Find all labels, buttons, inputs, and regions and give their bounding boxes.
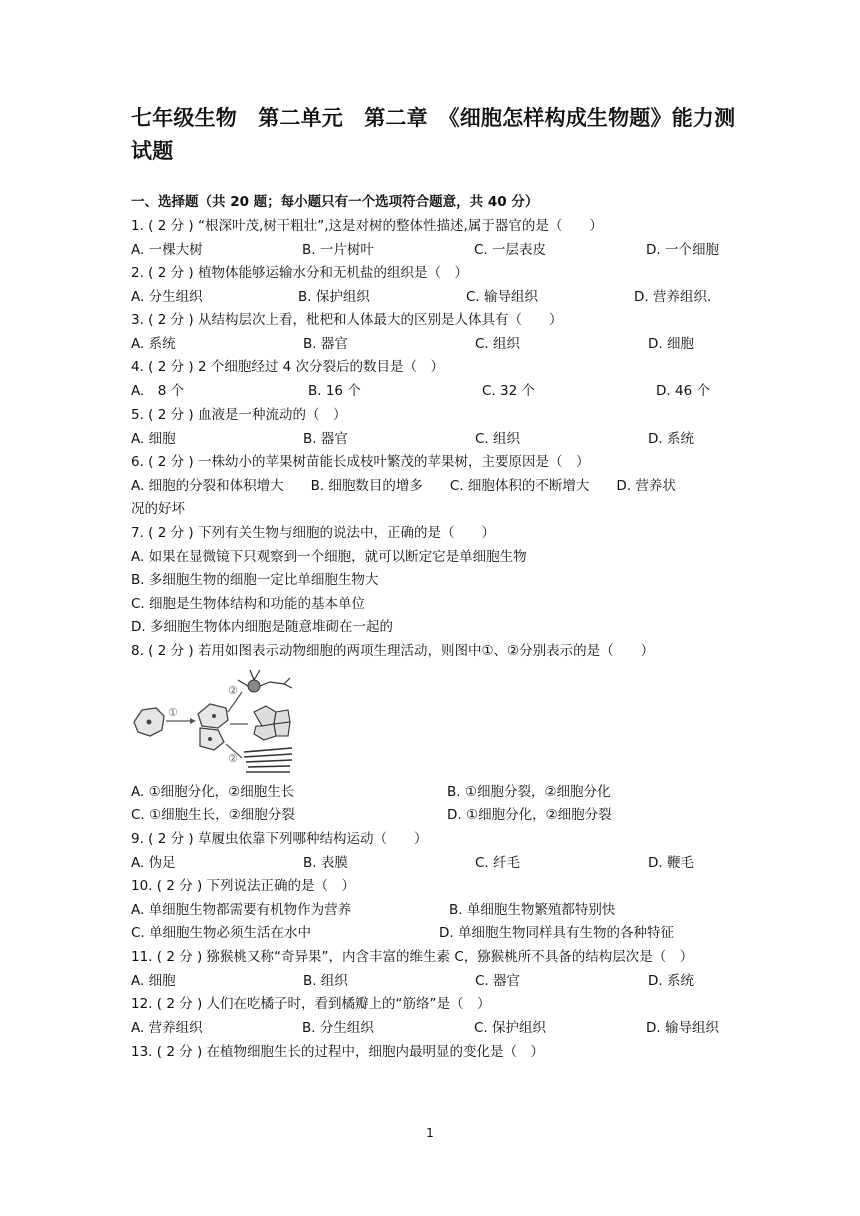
q4-option-c: C. 32 个 bbox=[482, 383, 535, 399]
q6-options-continued: 况的好坏 bbox=[131, 501, 185, 517]
q5-option-a: A. 细胞 bbox=[131, 431, 176, 447]
q9-option-c: C. 纤毛 bbox=[475, 855, 521, 871]
q5-option-d: D. 系统 bbox=[648, 431, 694, 447]
page-number: 1 bbox=[426, 1126, 434, 1140]
q8-option-d: D. ①细胞分化，②细胞分裂 bbox=[447, 807, 612, 823]
q8-option-c: C. ①细胞生长，②细胞分裂 bbox=[131, 807, 295, 823]
q4-option-a: A. 8 个 bbox=[131, 383, 185, 399]
figure-label-1: ① bbox=[168, 706, 178, 719]
q1-option-a: A. 一棵大树 bbox=[131, 242, 203, 258]
cell-activity-figure bbox=[130, 664, 295, 776]
question-11-stem: 11. ( 2 分 ) 猕猴桃又称“奇异果”，内含丰富的维生素 C，猕猴桃所不具备的结构层次是（ ） bbox=[131, 949, 694, 965]
question-8-stem: 8. ( 2 分 ) 若用如图表示动物细胞的两项生理活动，则图中①、②分别表示的是（ ） bbox=[131, 643, 655, 659]
q8-option-b: B. ①细胞分裂，②细胞分化 bbox=[447, 784, 611, 800]
q5-option-c: C. 组织 bbox=[475, 431, 521, 447]
section-heading: 一、选择题（共 20 题；每小题只有一个选项符合题意，共 40 分） bbox=[131, 194, 539, 210]
question-9-stem: 9. ( 2 分 ) 草履虫依靠下列哪种结构运动（ ） bbox=[131, 831, 428, 847]
figure-label-2-bottom: ② bbox=[228, 752, 238, 765]
q9-option-b: B. 表膜 bbox=[303, 855, 348, 871]
q12-option-c: C. 保护组织 bbox=[474, 1020, 547, 1036]
q11-option-c: C. 器官 bbox=[475, 973, 521, 989]
question-6-stem: 6. ( 2 分 ) 一株幼小的苹果树苗能长成枝叶繁茂的苹果树，主要原因是（ ） bbox=[131, 454, 590, 470]
q11-option-d: D. 系统 bbox=[648, 973, 694, 989]
page-title: 七年级生物 第二单元 第二章 《细胞怎样构成生物题》能力测试题 bbox=[131, 106, 736, 163]
question-7-stem: 7. ( 2 分 ) 下列有关生物与细胞的说法中，正确的是（ ） bbox=[131, 525, 495, 541]
question-3-stem: 3. ( 2 分 ) 从结构层次上看，枇杷和人体最大的区别是人体具有（ ） bbox=[131, 312, 563, 328]
question-12-stem: 12. ( 2 分 ) 人们在吃橘子时，看到橘瓣上的“筋络”是（ ） bbox=[131, 996, 491, 1012]
question-1-stem: 1. ( 2 分 ) “根深叶茂,树干粗壮”,这是对树的整体性描述,属于器官的是（ ） bbox=[131, 218, 603, 234]
q12-option-b: B. 分生组织 bbox=[302, 1020, 374, 1036]
q1-option-d: D. 一个细胞 bbox=[646, 242, 719, 258]
question-10-stem: 10. ( 2 分 ) 下列说法正确的是（ ） bbox=[131, 878, 356, 894]
q7-option-c: C. 细胞是生物体结构和功能的基本单位 bbox=[131, 596, 366, 612]
question-13-stem: 13. ( 2 分 ) 在植物细胞生长的过程中，细胞内最明显的变化是（ ） bbox=[131, 1044, 545, 1060]
q11-option-b: B. 组织 bbox=[303, 973, 348, 989]
question-2-stem: 2. ( 2 分 ) 植物体能够运输水分和无机盐的组织是（ ） bbox=[131, 265, 468, 281]
q2-option-c: C. 输导组织 bbox=[466, 289, 539, 305]
q3-option-a: A. 系统 bbox=[131, 336, 176, 352]
q10-option-d: D. 单细胞生物同样具有生物的各种特征 bbox=[439, 925, 674, 941]
q1-option-b: B. 一片树叶 bbox=[302, 242, 374, 258]
q10-option-b: B. 单细胞生物繁殖都特别快 bbox=[449, 902, 616, 918]
q2-option-d: D. 营养组织. bbox=[634, 289, 712, 305]
q9-option-d: D. 鞭毛 bbox=[648, 855, 694, 871]
q7-option-a: A. 如果在显微镜下只观察到一个细胞，就可以断定它是单细胞生物 bbox=[131, 549, 527, 565]
q4-option-b: B. 16 个 bbox=[308, 383, 361, 399]
q3-option-d: D. 细胞 bbox=[648, 336, 694, 352]
figure-label-2-top: ② bbox=[228, 684, 238, 697]
q7-option-b: B. 多细胞生物的细胞一定比单细胞生物大 bbox=[131, 572, 379, 588]
q5-option-b: B. 器官 bbox=[303, 431, 348, 447]
q4-option-d: D. 46 个 bbox=[656, 383, 710, 399]
q6-options-line: A. 细胞的分裂和体积增大 B. 细胞数目的增多 C. 细胞体积的不断增大 D. 营养状 bbox=[131, 478, 676, 494]
q12-option-a: A. 营养组织 bbox=[131, 1020, 203, 1036]
q8-option-a: A. ①细胞分化，②细胞生长 bbox=[131, 784, 295, 800]
q10-option-c: C. 单细胞生物必须生活在水中 bbox=[131, 925, 312, 941]
q12-option-d: D. 输导组织 bbox=[646, 1020, 719, 1036]
q3-option-b: B. 器官 bbox=[303, 336, 348, 352]
q2-option-a: A. 分生组织 bbox=[131, 289, 203, 305]
q3-option-c: C. 组织 bbox=[475, 336, 521, 352]
q10-option-a: A. 单细胞生物都需要有机物作为营养 bbox=[131, 902, 352, 918]
question-4-stem: 4. ( 2 分 ) 2 个细胞经过 4 次分裂后的数目是（ ） bbox=[131, 359, 445, 375]
q9-option-a: A. 伪足 bbox=[131, 855, 176, 871]
q7-option-d: D. 多细胞生物体内细胞是随意堆砌在一起的 bbox=[131, 619, 393, 635]
q1-option-c: C. 一层表皮 bbox=[474, 242, 547, 258]
question-5-stem: 5. ( 2 分 ) 血液是一种流动的（ ） bbox=[131, 407, 347, 423]
q2-option-b: B. 保护组织 bbox=[298, 289, 370, 305]
q11-option-a: A. 细胞 bbox=[131, 973, 176, 989]
